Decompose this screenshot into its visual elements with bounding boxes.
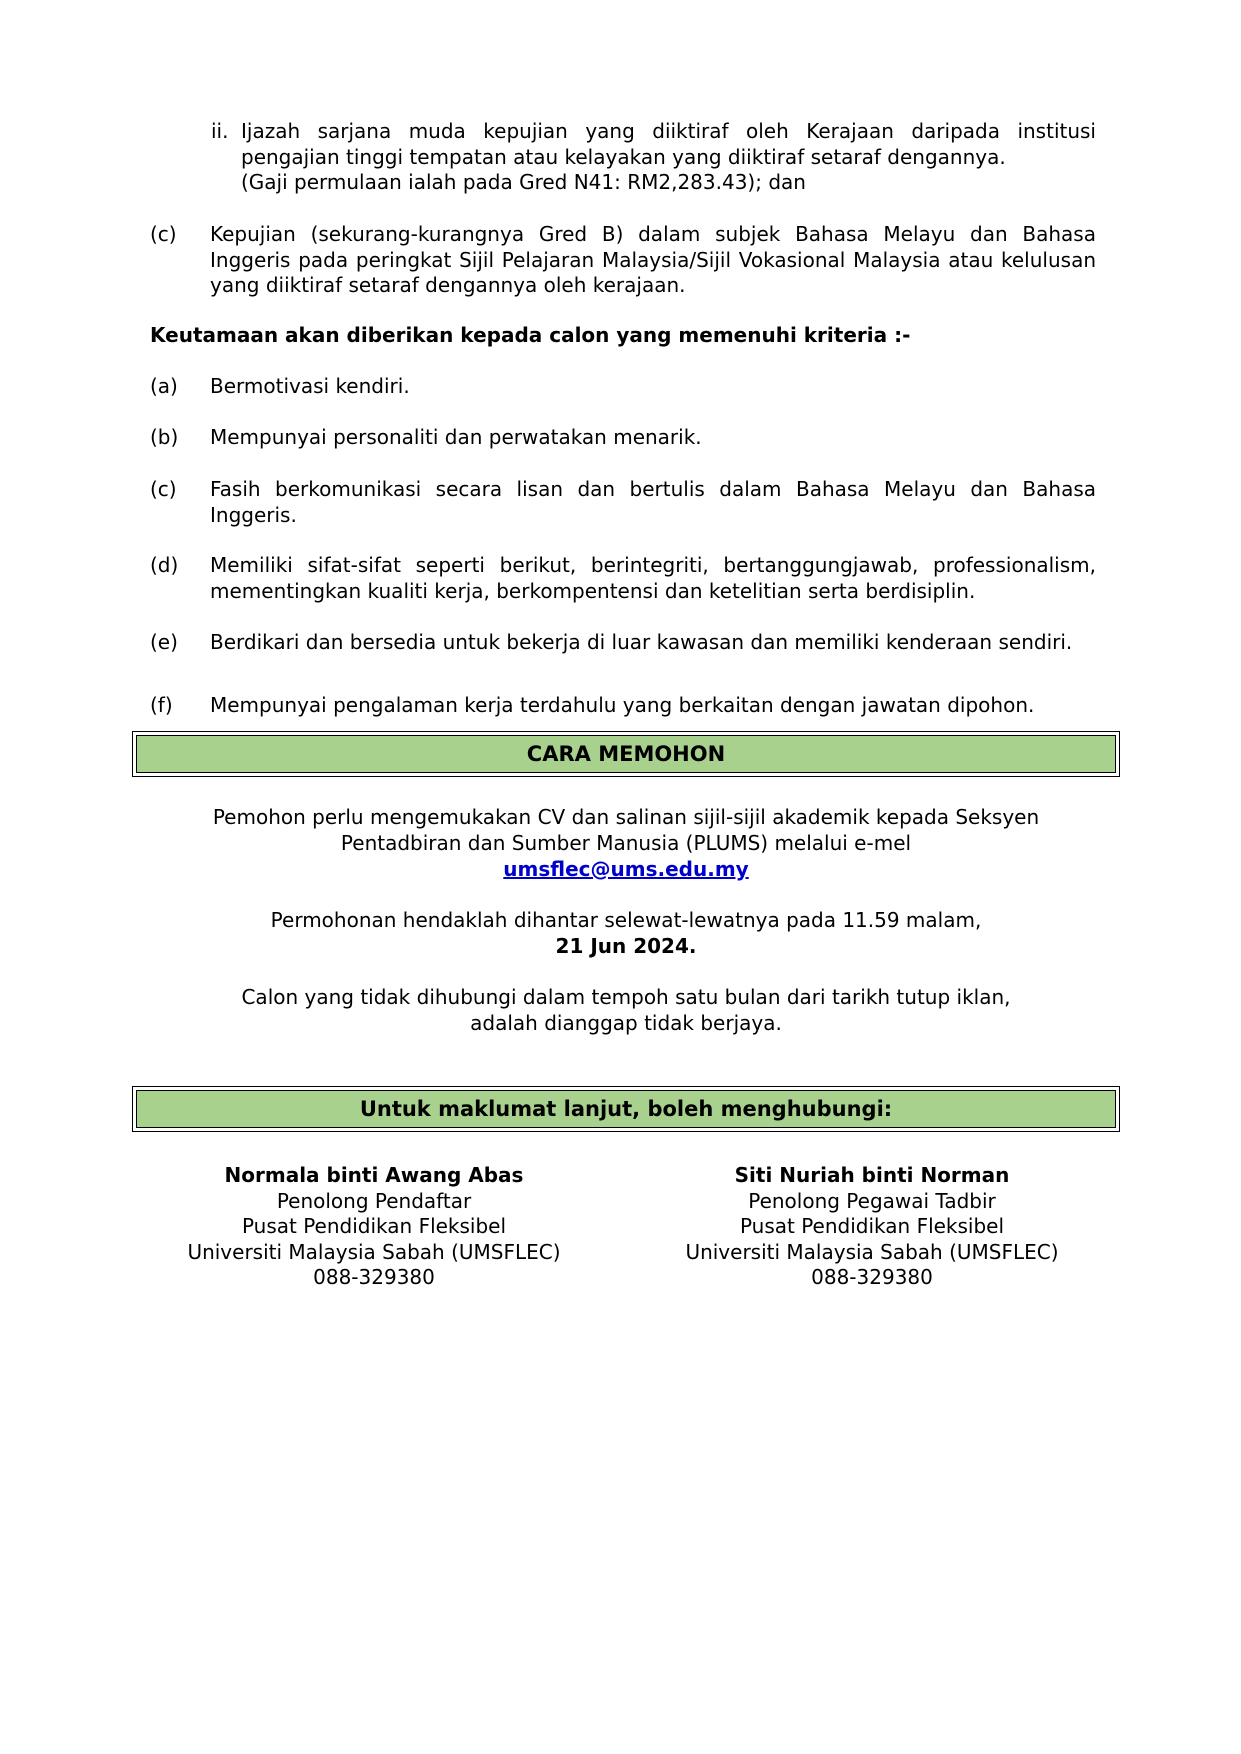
preference-heading: Keutamaan akan diberikan kepada calon yang memenuhi kriteria :- [150, 323, 911, 347]
preference-label-b: (b) [150, 425, 179, 449]
preference-text-b: Mempunyai personaliti dan perwatakan menarik. [210, 425, 702, 449]
contact-card-1 [124, 1163, 624, 1291]
preference-label-c: (c) [150, 477, 177, 501]
contact-name: Normala binti Awang Abas [224, 1163, 524, 1187]
preference-text-a: Bermotivasi kendiri. [210, 374, 410, 398]
preference-text-d: Memiliki sifat-sifat seperti berikut, berintegriti, bertanggungjawab, professionalism, mementingkan kualiti kerja, berkompentensi dan ketelitian serta berdisiplin. [210, 553, 1096, 603]
how-to-apply-banner [132, 731, 1120, 777]
preference-text-f: Mempunyai pengalaman kerja terdahulu yang berkaitan dengan jawatan dipohon. [210, 693, 1035, 717]
contact-unit: Pusat Pendidikan Fleksibel [241, 1214, 507, 1238]
contact-title: Untuk maklumat lanjut, boleh menghubungi: [136, 1090, 1116, 1128]
preference-text-e: Berdikari dan bersedia untuk bekerja di luar kawasan dan memiliki kenderaan sendiri. [210, 630, 1073, 654]
contact-position: Penolong Pegawai Tadbir [748, 1188, 996, 1213]
apply-email-row [132, 857, 1120, 883]
apply-instruction-line-1: Pemohon perlu mengemukakan CV dan salinan sijil-sijil akademik kepada Seksyen [212, 805, 1040, 829]
roman-label-ii: ii. [211, 119, 229, 143]
preference-label-a: (a) [150, 374, 178, 398]
preference-label-e: (e) [150, 630, 178, 654]
requirement-ii-salary: (Gaji permulaan ialah pada Gred N41: RM2,283.43); dan [241, 170, 806, 194]
preference-text-c: Fasih berkomunikasi secara lisan dan bertulis dalam Bahasa Melayu dan Bahasa Inggeris. [210, 477, 1096, 527]
notice-line-1: Calon yang tidak dihubungi dalam tempoh satu bulan dari tarikh tutup iklan, [241, 985, 1011, 1009]
preference-label-d: (d) [150, 553, 179, 577]
contact-card-2 [622, 1163, 1122, 1291]
requirement-c-text: Kepujian (sekurang-kurangnya Gred B) dalam subjek Bahasa Melayu dan Bahasa Inggeris pada peringkat Sijil Pelajaran Malaysia/Sijil Vokasional Malaysia atau kelulusan yang diiktiraf setaraf dengannya oleh kerajaan. [210, 222, 1096, 297]
contact-phone: 088-329380 [313, 1265, 435, 1289]
contact-org: Universiti Malaysia Sabah (UMSFLEC) [187, 1239, 561, 1264]
notice-line-2: adalah dianggap tidak berjaya. [470, 1011, 782, 1035]
how-to-apply-title: CARA MEMOHON [136, 735, 1116, 773]
deadline-line: Permohonan hendaklah dihantar selewat-lewatnya pada 11.59 malam, [270, 908, 982, 932]
contact-unit: Pusat Pendidikan Fleksibel [739, 1214, 1005, 1238]
deadline-date: 21 Jun 2024. [555, 934, 697, 958]
requirement-ii-text: Ijazah sarjana muda kepujian yang diiktiraf oleh Kerajaan daripada institusi pengajian tinggi tempatan atau kelayakan yang diiktiraf setaraf dengannya. [241, 119, 1096, 169]
requirement-c-label: (c) [150, 222, 177, 246]
preference-label-f: (f) [150, 693, 173, 717]
contact-phone: 088-329380 [811, 1265, 933, 1289]
contact-org: Universiti Malaysia Sabah (UMSFLEC) [685, 1239, 1059, 1264]
contact-position: Penolong Pendaftar [276, 1188, 472, 1213]
contact-banner [132, 1086, 1120, 1132]
apply-instruction-line-2: Pentadbiran dan Sumber Manusia (PLUMS) melalui e-mel [340, 831, 912, 855]
contact-name: Siti Nuriah binti Norman [734, 1163, 1010, 1187]
apply-email-link[interactable]: umsflec@ums.edu.my [503, 857, 749, 881]
